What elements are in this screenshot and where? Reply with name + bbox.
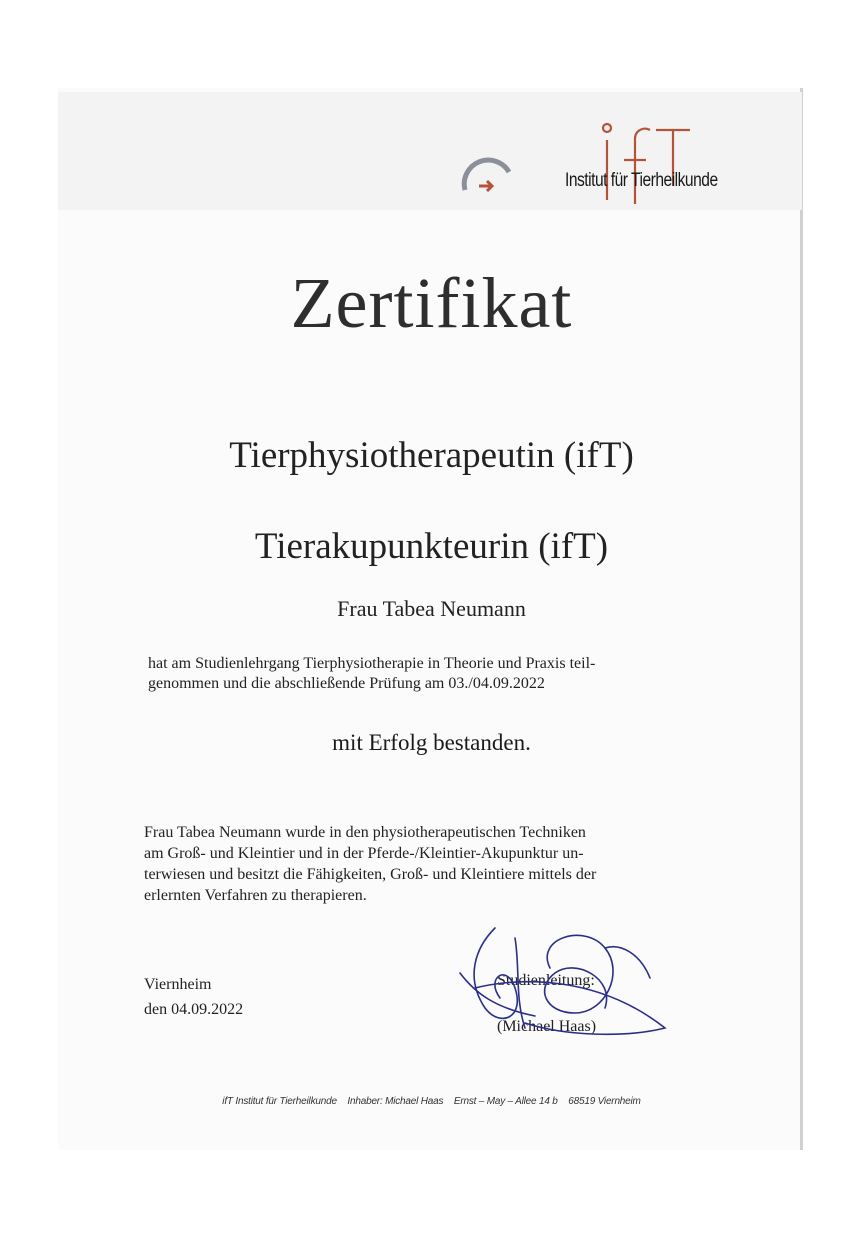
footer-owner: Inhaber: Michael Haas: [347, 1096, 444, 1107]
place-date: [144, 972, 243, 1022]
footer-city: 68519 Viernheim: [568, 1096, 641, 1107]
recipient-name: Frau Tabea Neumann: [337, 596, 526, 621]
description-line: terwiesen und besitzt die Fähigkeiten, Groß- und Kleintiere mittels der: [144, 866, 597, 883]
logo-text: Institut für Tierheilkunde: [565, 170, 718, 191]
exam-line: hat am Studienlehrgang Tierphysiotherapie in Theorie und Praxis teil-: [148, 655, 596, 672]
exam-line: genommen und die abschließende Prüfung am 03./04.09.2022: [148, 675, 545, 692]
description-paragraph: [144, 822, 734, 906]
qualification-2: Tierakupunkteurin (ifT): [254, 526, 609, 567]
place: Viernheim: [144, 976, 212, 993]
signature-label: Studienleitung:: [497, 972, 595, 989]
footer-institute: ifT Institut für Tierheilkunde: [222, 1096, 337, 1107]
description-line: Frau Tabea Neumann wurde in den physiotherapeutischen Techniken: [144, 824, 586, 841]
exam-paragraph: [148, 654, 728, 694]
result-text: mit Erfolg bestanden.: [332, 730, 531, 755]
description-line: am Groß- und Kleintier und in der Pferde-/Kleintier-Akupunktur un-: [144, 845, 584, 862]
footer-address: Ernst – May – Allee 14 b: [453, 1096, 558, 1107]
ift-logo: [560, 118, 770, 208]
handwritten-signature: [455, 918, 670, 1048]
qualification-1: Tierphysiotherapeutin (ifT): [229, 435, 634, 476]
footer: [0, 1096, 863, 1107]
arc-arrow-icon: [457, 150, 517, 210]
certificate-title: Zertifikat: [290, 263, 573, 343]
issue-date: den 04.09.2022: [144, 1001, 244, 1018]
description-line: erlernten Verfahren zu therapieren.: [144, 887, 367, 904]
signatory-name: (Michael Haas): [497, 1018, 597, 1035]
